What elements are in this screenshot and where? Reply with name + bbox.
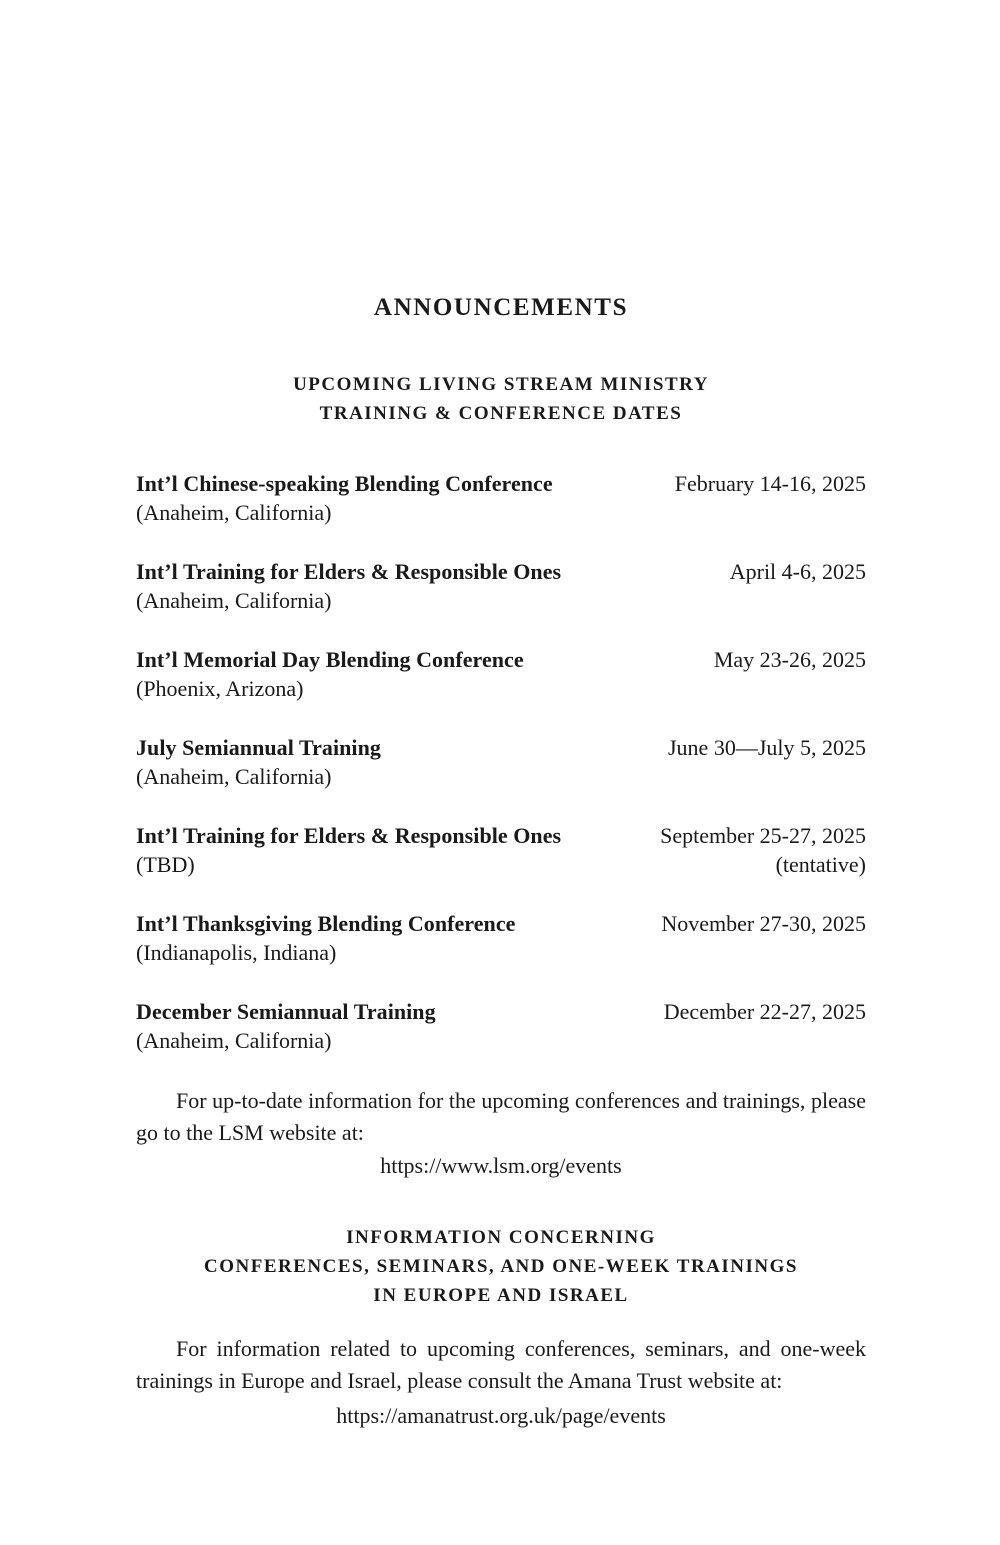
- event-title: Int’l Memorial Day Blending Conference: [136, 647, 524, 673]
- event-location-row: [136, 850, 866, 879]
- list-item: [136, 909, 866, 967]
- event-title: Int’l Chinese-speaking Blending Conference: [136, 471, 553, 496]
- event-title-row: [136, 733, 866, 762]
- event-location-row: [136, 938, 866, 967]
- event-title-row: [136, 821, 866, 850]
- event-location: (Phoenix, Arizona): [136, 676, 304, 702]
- europe-israel-heading-line-1: INFORMATION CONCERNING: [346, 1227, 656, 1249]
- list-item: [136, 733, 866, 791]
- event-date: February 14-16, 2025: [674, 471, 866, 496]
- event-title-row: [136, 997, 866, 1026]
- event-location-row: [136, 498, 866, 527]
- europe-israel-heading-line-2: CONFERENCES, SEMINARS, AND ONE-WEEK TRAININGS: [204, 1256, 798, 1278]
- event-list: [136, 469, 866, 1055]
- event-title: December Semiannual Training: [136, 999, 436, 1025]
- event-date: June 30—July 5, 2025: [668, 735, 866, 761]
- europe-israel-heading-line-3: IN EUROPE AND ISRAEL: [373, 1285, 629, 1307]
- europe-israel-heading: [136, 1224, 866, 1311]
- event-title: Int’l Training for Elders & Responsible Ones: [136, 823, 562, 849]
- event-location: (Anaheim, California): [136, 1028, 332, 1054]
- event-date: April 4-6, 2025: [729, 559, 866, 585]
- lsm-info-paragraph: For up-to-date information for the upcoming conferences and training​s, please go to the LSM website at:: [136, 1088, 866, 1146]
- event-date: May 23-26, 2025: [713, 647, 866, 673]
- lsm-events-url[interactable]: https://www.lsm.org/events: [380, 1152, 622, 1178]
- event-location-row: [136, 762, 866, 791]
- event-title: Int’l Thanksgiving Blending Conference: [136, 911, 516, 937]
- event-location: (Indianapolis, Indiana): [136, 940, 337, 966]
- event-date: September 25-27, 2025: [660, 823, 866, 849]
- upcoming-dates-heading-line-1: UPCOMING LIVING STREAM MINISTRY: [293, 374, 709, 396]
- event-location-row: [136, 1026, 866, 1055]
- event-title: Int’l Training for Elders & Responsible Ones: [136, 559, 562, 585]
- amana-events-url[interactable]: https://amanatrust.org.uk/page/events: [336, 1403, 666, 1429]
- upcoming-dates-heading-line-2: TRAINING & CONFERENCE DATES: [319, 403, 683, 425]
- upcoming-dates-heading: [136, 371, 866, 429]
- event-date: December 22-27, 2025: [663, 999, 866, 1025]
- list-item: [136, 997, 866, 1055]
- list-item: [136, 557, 866, 615]
- event-title-row: [136, 469, 866, 498]
- event-location-row: [136, 586, 866, 615]
- event-title-row: [136, 645, 866, 674]
- event-location: (Anaheim, California): [136, 588, 332, 614]
- amana-info-paragraph: For information related to upcoming conferences, seminars, and one-week trainings in Europe and Israel, please consult the Amana Trust website at:: [136, 1336, 866, 1393]
- event-title-row: [136, 909, 866, 938]
- event-location-row: [136, 674, 866, 703]
- event-title: July Semiannual Training: [136, 735, 381, 761]
- page-content: [136, 292, 866, 1432]
- event-date: November 27-30, 2025: [661, 911, 866, 937]
- event-note: (tentative): [775, 852, 866, 878]
- list-item: [136, 821, 866, 879]
- list-item: [136, 469, 866, 527]
- event-location: (Anaheim, California): [136, 764, 332, 790]
- list-item: [136, 645, 866, 703]
- event-location: (Anaheim, California): [136, 500, 332, 526]
- event-location: (TBD): [136, 852, 195, 878]
- event-title-row: [136, 557, 866, 586]
- page-title: ANNOUNCEMENTS: [373, 294, 629, 321]
